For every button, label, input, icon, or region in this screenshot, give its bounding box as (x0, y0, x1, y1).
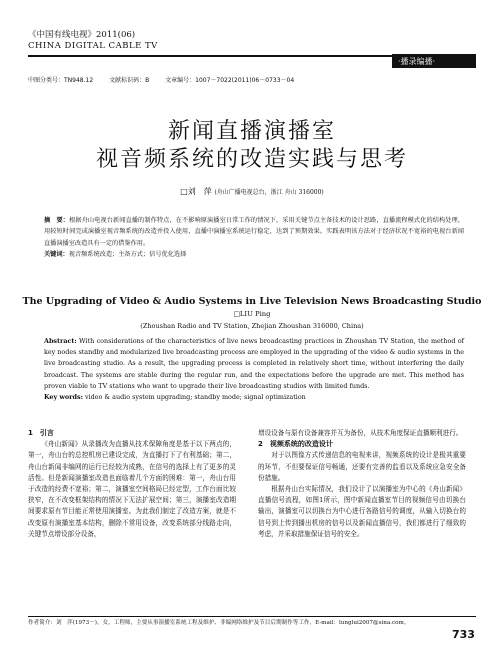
article-number: 文章编号：1007－7022(2011)06－0733－04 (165, 77, 295, 84)
journal-header (28, 30, 158, 52)
body-paragraph: 增设设备与原有设备兼容并互为备份，从技术角度保证直播顺利进行。 (258, 429, 463, 437)
section-heading-2: 2 视频系统的改造设计 (258, 440, 333, 449)
english-title: The Upgrading of Video & Audio Systems in Live Television News Broadcasting Studio (22, 296, 482, 307)
journal-name-cn: 《中国有线电视》2011(06) (28, 30, 136, 40)
author-line (0, 186, 504, 197)
keywords-text: 视音频系统改造；主备方式；信号优化选择 (68, 251, 187, 259)
document-code: 文献标识码：B (109, 77, 150, 84)
english-keywords-text: video & audio system upgrading; standby mode; signal optimization (85, 393, 306, 402)
english-affiliation: (Zhoushan Radio and TV Station, Zhejian Zhoushan 316000, China) (140, 322, 364, 330)
journal-name-en: CHINA DIGITAL CABLE TV (28, 41, 158, 51)
english-abstract-label: Abstract: (44, 337, 77, 345)
english-abstract (44, 336, 464, 403)
keywords-label: 关键词： (44, 251, 69, 259)
article-meta (28, 75, 308, 84)
section-heading-1: 1 引言 (28, 429, 54, 437)
english-author: □LIU Ping (233, 310, 271, 318)
footnote-rule (28, 616, 476, 617)
author-footnote: 作者简介：刘 萍(1973－)，女，工程师，主要从事演播室系统工程及维护、非编网络维护及节目后期制作等工作，E-mail：lunglui2007@sina.com。 (28, 620, 410, 626)
english-keywords-label: Key words: (44, 393, 83, 402)
title-line-2: 视音频系统的改造实践与思考 (95, 147, 408, 172)
body-paragraph: 根据舟山台实际情况，我们设计了以演播室为中心的《舟山新闻》直播信号流程，如图1所示，图中新闻直播室节目的视频信号由切换台输出，演播室可以切换台为中心进行各路信号的调度，从输入切换台的信号到上传到播出机房的信号以及新闻直播信号，我们都进行了细致的考虑，并采取措施保证信号的安全。 (258, 485, 466, 538)
chinese-abstract (44, 215, 464, 261)
body-paragraph: 对于以图像方式传递信息的电视来讲，视频系统的设计是极其重要的环节，不但要保证信号畅通，还要有完善的监看以及系统应急安全备份措施。 (258, 451, 466, 482)
clc-number: 中图分类号：TN948.12 (28, 77, 94, 84)
body-column-right (258, 428, 466, 540)
author-affiliation: (舟山广播电视总台，浙江 舟山 316000) (214, 189, 324, 196)
english-abstract-text: With considerations of the characteristics of live news broadcasting practices in Zhoushan TV Station, the method of key nodes standby and modularized live broadcasting process are employed in the upgrading of the video & audio systems in the live broadcasting studio. As a result, the upgrading process is completed in relatively short time, without interfering the daily broadcast. The systems are stable during the regular run, and the expectations before the upgrade are met. This method has proven viable to TV stations who want to upgrade their live broadcasting studios with limited funds. (44, 337, 464, 390)
body-column-left (28, 428, 236, 540)
section-tag: ·播录编播· (398, 57, 436, 66)
body-paragraph: 《舟山新闻》从录播改为直播从技术保障角度是基于以下两点的，第一，舟山台的总控机房已建设完成，为直播打下了有利基础；第二，舟山台新闻非编网的运行已经较为成熟，在信号的选择上有了更多的灵活性。但是新闻演播室改造也面临着几个方面的困难：第一，舟山台用于改造的经费不宽裕；第二，演播室空间格局已经定型，工作台面比较狭窄，在不改变框架结构的情况下无法扩展空间；第三，演播室改造期间要求原有节目能正常使用演播室。为此我们制定了改造方案，就是不改变原有演播室基本结构，删除不常用设备，改变系统部分线路走向，关键节点增设部分设备， (28, 440, 236, 538)
title-line-1: 新闻直播演播室 (167, 119, 336, 144)
abstract-label: 摘 要： (44, 217, 70, 224)
author-name: □刘 萍 (180, 187, 212, 196)
page-number: 733 (452, 628, 475, 641)
abstract-text: 根据舟山电视台新闻直播的制作特点，在不影响原演播室日常工作的情况下，采用关键节点主备技术的设计思路，直播流程模式化的结构处理，用较短时间完成演播室视音频系统的改造并投入使用，直播中演播室系统运行稳定，达到了预期效果。实践表明该方法对于经济状况不宽裕的电视台新闻直播演播室改造具有一定的借鉴作用。 (44, 217, 465, 247)
